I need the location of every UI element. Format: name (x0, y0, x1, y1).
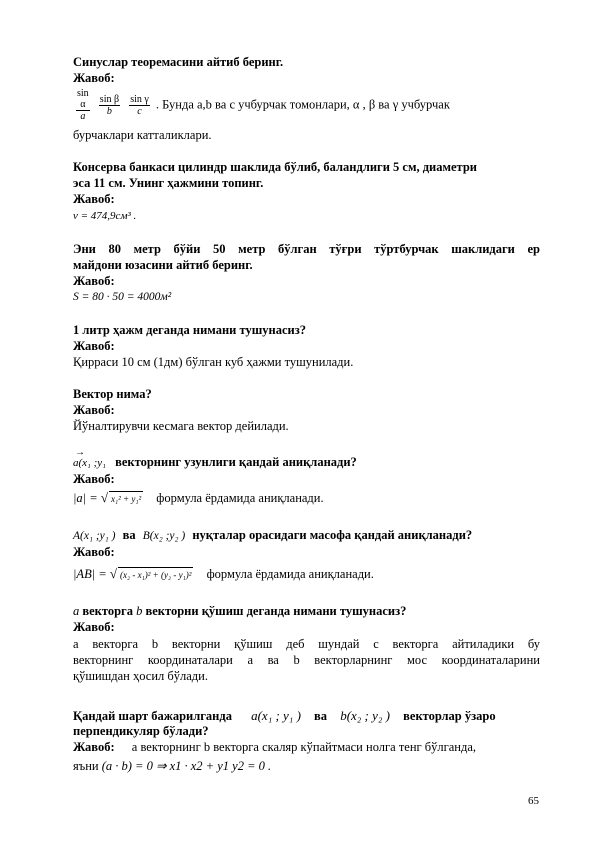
distance-formula-line: |AB| = √ (x₂ - x₁)² + (y₂ - y₁)² формула ёрдамида аниқланади. (73, 566, 374, 581)
answer-perpendicular: Жавоб: a векторнинг b векторга скаляр кўпайтмаси нолга тенг бўлганда, (73, 740, 477, 754)
answer-label: Жавоб: (73, 620, 115, 634)
sine-fraction-c: $\frac{\text{sin γ}}{c}$ (130, 93, 149, 117)
sine-explanation-cont: бурчаклари катталиклари. (73, 128, 212, 142)
sqrt-radicand: (x₂ - x₁)² + (y₂ - y₁)² (118, 567, 193, 583)
answer-label: Жавоб: (73, 545, 115, 559)
answer-label: Жавоб: (73, 472, 115, 486)
question-field-area-cont: майдони юзасини айтиб беринг. (73, 258, 253, 272)
sine-explanation: . Бунда a,b ва c учбурчак томонлари, α , β ва γ учбурчак (155, 97, 450, 112)
answer-label: Жавоб: (73, 274, 115, 288)
area-formula: S = 80 · 50 = 4000м² (73, 291, 172, 303)
sine-formula-line (73, 88, 540, 122)
question-perpendicular: Қандай шарт бажарилганда a(x₁ ; y₁ ) ва b(x₂ ; y₂ ) векторлар ўзаро (73, 708, 496, 723)
answer-vector: Йўналтирувчи кесмага вектор дейилади. (73, 419, 289, 433)
answer-vector-addition: a векторга b векторни қўшиш деб шундай c векторга айтиладики бу (73, 637, 540, 651)
answer-label: Жавоб: (73, 192, 115, 206)
answer-vector-addition-cont: векторнинг координаталари a ва b векторларнинг мос координаталарини (73, 653, 540, 667)
answer-liter: Қирраси 10 см (1дм) бўлган куб ҳажми тушунилади. (73, 355, 354, 369)
question-vector-addition: a векторга b векторни қўшиш деганда нимани тушунасиз? (73, 604, 407, 618)
question-can-volume-cont: эса 11 см. Унинг ҳажмини топинг. (73, 176, 264, 190)
question-perpendicular-cont: перпендикуляр бўлади? (73, 724, 209, 738)
sine-fraction-b: $\frac{\text{sin β}}{b}$ (99, 93, 120, 117)
page-number: 65 (528, 795, 539, 807)
sqrt-radicand: x₁² + y₁² (109, 491, 143, 507)
answer-perpendicular-formula: яъни (a · b) = 0 ⇒ x1 · x2 + y1 y2 = 0 . (73, 759, 272, 773)
question-can-volume: Консерва банкаси цилиндр шаклида бўлиб, баландлиги 5 см, диаметри (73, 160, 478, 174)
answer-label: Жавоб: (73, 403, 115, 417)
vector-length-formula-line: |a| = √ x₁² + y₁² формула ёрдамида аниқланади. (73, 490, 324, 505)
question-vector: Вектор нима? (73, 387, 152, 401)
question-vector-length: → a(x₁ ;y₁ векторнинг узунлиги қандай аниқланади? (73, 455, 540, 471)
question-distance: A(x₁ ;y₁ ) ва B(x₂ ;y₂ ) нуқталар орасидаги масофа қандай аниқланади? (73, 528, 473, 542)
answer-label: Жавоб: (73, 339, 115, 353)
answer-label: Жавоб: (73, 71, 115, 85)
question-liter: 1 литр ҳажм деганда нимани тушунасиз? (73, 323, 306, 337)
vector-a-formula: → a(x₁ ;y₁ (73, 456, 106, 471)
volume-formula: v = 474,9см³ . (73, 210, 137, 222)
question-field-area: Эни 80 метр бўйи 50 метр бўлган тўғри тўртбурчак шаклидаги ер (73, 242, 540, 256)
answer-vector-addition-end: қўшишдан ҳосил бўлади. (73, 669, 208, 683)
question-sine-theorem: Синуслар теоремасини айтиб беринг. (73, 55, 284, 69)
sine-fraction-a: sin α a (77, 88, 89, 122)
